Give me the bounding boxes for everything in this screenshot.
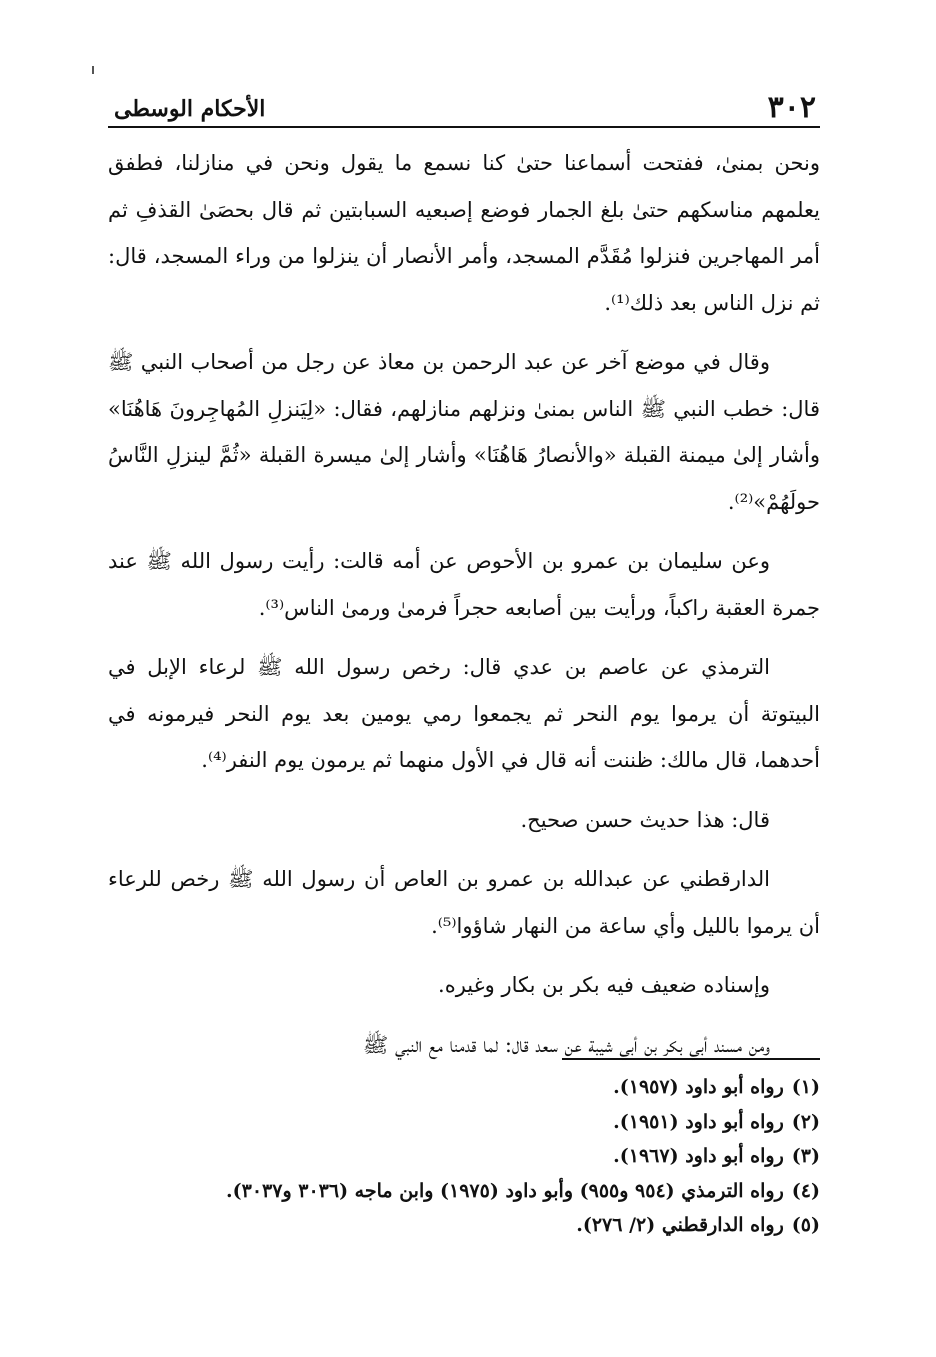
paragraph-6: الدارقطني عن عبدالله بن عمرو بن العاص أن رسول الله ﷺ رخص للرعاء أن يرموا بالليل وأي ساعة من النهار شاؤوا⁽⁵⁾. — [108, 867, 820, 938]
footnote-divider — [562, 1058, 820, 1060]
footnote-2 — [108, 1105, 820, 1140]
footnote-number: (٢) — [791, 1110, 820, 1133]
running-title: الأحكام الوسطى — [114, 96, 266, 122]
page-header — [108, 86, 820, 128]
footnote-number: (٥) — [791, 1214, 820, 1236]
footnote-number: (٤) — [791, 1179, 820, 1202]
paragraph-2: وقال في موضع آخر عن عبد الرحمن بن معاذ عن رجل من أصحاب النبي ﷺ قال: خطب النبي ﷺ الناس بمنىٰ ونزلهم منازلهم، فقال: «لِيَنزلِ المُهاجِرونَ هَاهُنَا» وأشار إلىٰ ميمنة القبلة «والأنصارُ هَاهُنَا» وأشار إلىٰ ميسرة القبلة «ثُمَّ لينزلِ النَّاسُ حولَهُمْ»⁽²⁾. — [108, 350, 820, 514]
paragraph-1: ونحن بمنىٰ، ففتحت أسماعنا حتىٰ كنا نسمع ما يقول ونحن في منازلنا، فطفق يعلمهم مناسكهم حتىٰ بلغ الجمار فوضع إصبعيه السبابتين ثم قال بحصَىٰ القذفِ ثم أمر المهاجرين فنزلوا مُقَدَّم المسجد، وأمر الأنصار أن ينزلوا من وراء المسجد، قال: ثم نزل الناس بعد ذلك⁽¹⁾. — [108, 151, 820, 315]
footnote-1 — [108, 1070, 820, 1105]
paragraph-7: وإسناده ضعيف فيه بكر بن بكار وغيره. — [438, 973, 770, 997]
footnote-3 — [108, 1139, 820, 1174]
paragraph-4: الترمذي عن عاصم بن عدي قال: رخص رسول الله ﷺ لرعاء الإبل في البيتوتة أن يرموا يوم النحر ثم يجمعوا رمي يومين بعد يوم النحر فيرمونه في أحدهما، قال مالك: ظننت أنه قال في الأول منهما ثم يرمون يوم النفر⁽⁴⁾. — [108, 655, 820, 772]
paragraph-5: قال: هذا حديث حسن صحيح. — [520, 807, 770, 832]
footnote-text: رواه أبو داود (١٩٥١). — [613, 1110, 784, 1133]
margin-mark — [92, 66, 94, 74]
page-number: ٣٠٢ — [767, 90, 816, 125]
paragraph-3: وعن سليمان بن عمرو بن الأحوص عن أمه قالت: رأيت رسول الله ﷺ عند جمرة العقبة راكباً، ورأيت بين أصابعه حجراً فرمىٰ ورمىٰ الناس⁽³⁾. — [108, 549, 820, 620]
footnote-text: رواه الدارقطني (٢/ ٢٧٦). — [576, 1214, 784, 1236]
footnotes — [108, 1070, 820, 1243]
footnote-text: رواه أبو داود (١٩٦٧). — [613, 1145, 784, 1167]
footnote-number: (٣) — [791, 1145, 820, 1167]
paragraph-8: ومن مسند أبي بكر بن أبي شيبة عن سعد قال: لما قدمنا مع النبي ﷺ — [362, 1032, 770, 1057]
main-text — [108, 140, 820, 1081]
footnote-number: (١) — [791, 1076, 820, 1098]
footnote-text: رواه الترمذي (٩٥٤ و٩٥٥) وأبو داود (١٩٧٥) وابن ماجه (٣٠٣٦ و٣٠٣٧). — [226, 1179, 784, 1202]
footnote-4 — [108, 1174, 820, 1209]
footnote-text: رواه أبو داود (١٩٥٧). — [613, 1076, 784, 1098]
footnote-5 — [108, 1208, 820, 1243]
